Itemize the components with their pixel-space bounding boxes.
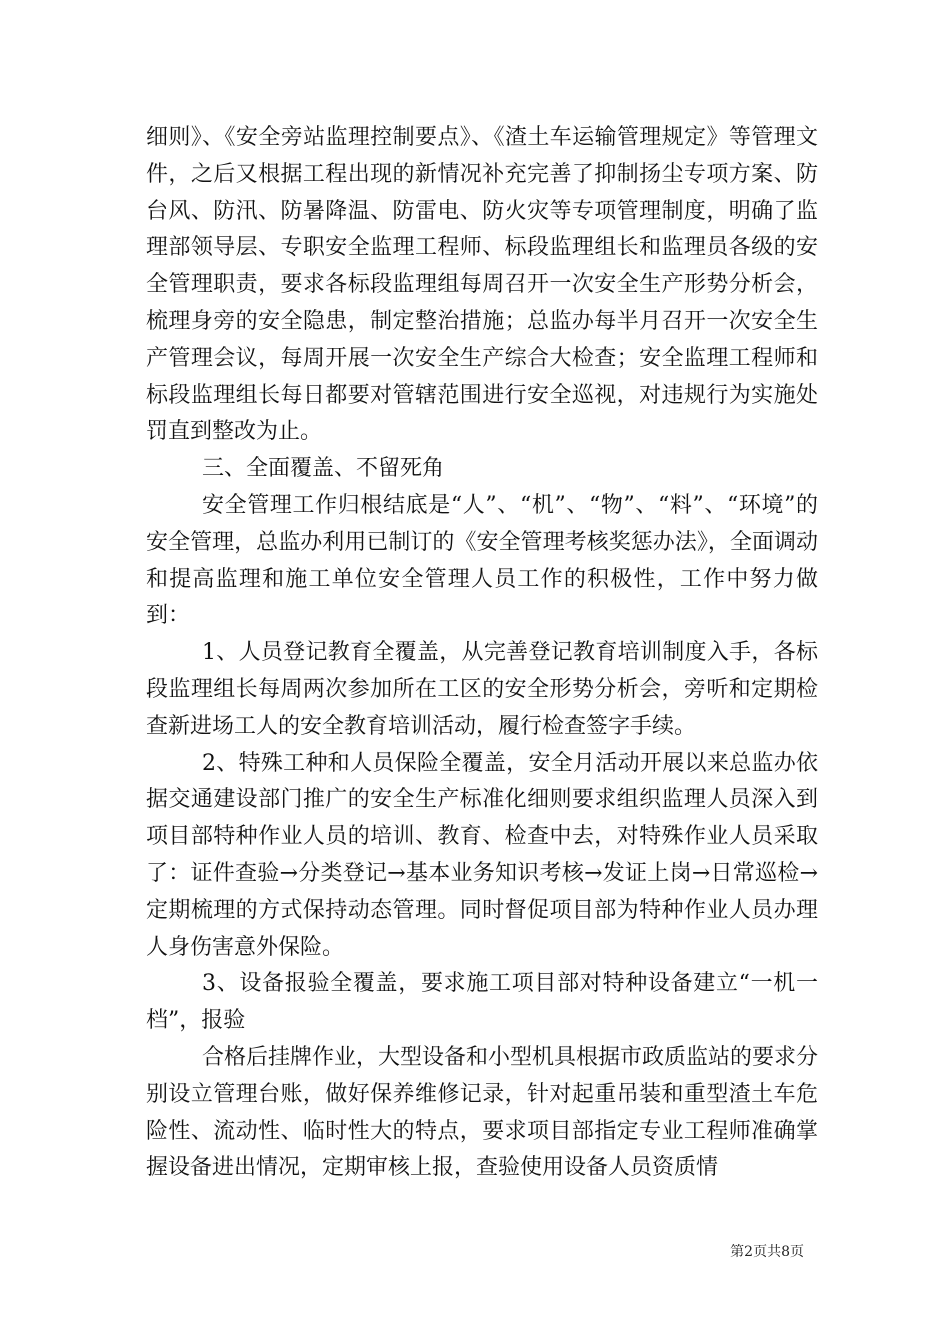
document-body: [146, 120, 818, 1187]
paragraph-item-3-continued: 合格后挂牌作业，大型设备和小型机具根据市政质监站的要求分别设立管理台账，做好保养维修记录，针对起重吊装和重型渣土车危险性、流动性、临时性大的特点，要求项目部指定专业工程师准确掌握设备进出情况，定期审核上报，查验使用设备人员资质情: [146, 1044, 819, 1181]
page-number: 第2页共8页: [730, 1244, 804, 1260]
paragraph-item-2: 2、特殊工种和人员保险全覆盖，安全月活动开展以来总监办依据交通建设部门推广的安全生产标准化细则要求组织监理人员深入到项目部特种作业人员的培训、教育、检查中去，对特殊作业人员采取了：证件查验→分类登记→基本业务知识考核→发证上岗→日常巡检→定期梳理的方式保持动态管理。同时督促项目部为特种作业人员办理人身伤害意外保险。: [146, 750, 818, 960]
paragraph-safety-intro: 安全管理工作归根结底是“人”、“机”、“物”、“料”、“环境”的安全管理，总监办利用已制订的《安全管理考核奖惩办法》，全面调动和提高监理和施工单位安全管理人员工作的积极性，工作中努力做到：: [146, 492, 818, 629]
paragraph-item-1: 1、人员登记教育全覆盖，从完善登记教育培训制度入手，各标段监理组长每周两次参加所在工区的安全形势分析会，旁听和定期检查新进场工人的安全教育培训活动，履行检查签字手续。: [146, 640, 818, 739]
paragraph-item-3: 3、设备报验全覆盖，要求施工项目部对特种设备建立“一机一档”，报验: [146, 971, 818, 1034]
section-heading-full-coverage: 三、全面覆盖、不留死角: [202, 456, 445, 482]
paragraph-management-rules: 细则》、《安全旁站监理控制要点》、《渣土车运输管理规定》等管理文件，之后又根据工程出现的新情况补充完善了抑制扬尘专项方案、防台风、防汛、防暑降温、防雷电、防火灾等专项管理制度，明确了监理部领导层、专职安全监理工程师、标段监理组长和监理员各级的安全管理职责，要求各标段监理组每周召开一次安全生产形势分析会，梳理身旁的安全隐患，制定整治措施；总监办每半月召开一次安全生产管理会议，每周开展一次安全生产综合大检查；安全监理工程师和标段监理组长每日都要对管辖范围进行安全巡视，对违规行为实施处罚直到整改为止。: [146, 125, 818, 445]
